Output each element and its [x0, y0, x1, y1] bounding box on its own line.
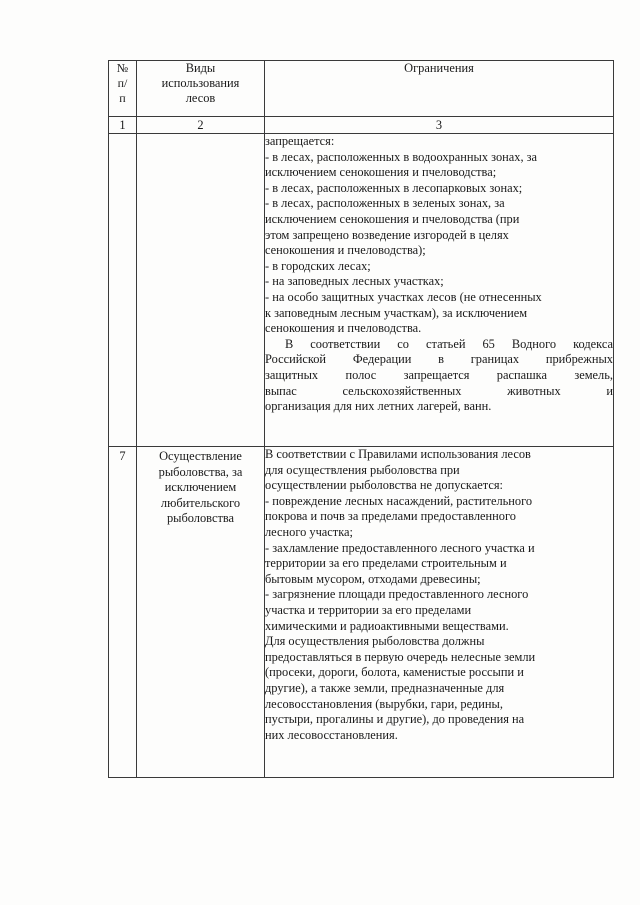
text-line: для осуществления рыболовства при [265, 462, 460, 477]
text-line: - захламление предоставленного лесного участка и [265, 540, 535, 555]
row-number-cell: 7 [109, 447, 137, 778]
text-line: - загрязнение площади предоставленного лесного [265, 587, 529, 602]
table-header-row [109, 61, 614, 117]
restrictions-table [108, 60, 614, 778]
header-number: № п/ п [109, 61, 137, 117]
row-kind-cell: Осуществление рыболовства, за исключением любительского рыболовства [137, 447, 265, 778]
text-line: организация для них летних лагерей, ванн. [265, 399, 492, 414]
text-line: сенокошения и пчеловодства); [265, 243, 426, 258]
text-line: бытовым мусором, отходами древесины; [265, 571, 481, 586]
row-kind-cell [137, 134, 265, 447]
text-line: - на заповедных лесных участках; [265, 274, 444, 289]
text-line: территории за его пределами строительным и [265, 556, 507, 571]
text-line: выпас сельскохозяйственных животных и [265, 383, 613, 398]
text-line: В соответствии с Правилами использования лесов [265, 447, 531, 461]
text-line: лесного участка; [265, 524, 353, 539]
text-line: Для осуществления рыболовства должны [265, 634, 485, 649]
text-line: покрова и почв за пределами предоставленного [265, 509, 516, 524]
table-row-7 [109, 447, 614, 778]
text-line: - в лесах, расположенных в лесопарковых зонах; [265, 180, 523, 195]
row-number-cell [109, 134, 137, 447]
text-line: В соответствии со статьей 65 Водного кодекса [285, 336, 613, 351]
text-line: Российской Федерации в границах прибрежных [265, 352, 613, 367]
text-line: - в городских лесах; [265, 258, 371, 273]
text-line: - на особо защитных участках лесов (не отнесенных [265, 289, 542, 304]
text-line: осуществлении рыболовства не допускается: [265, 478, 503, 493]
text-line: участка и территории за его пределами [265, 602, 472, 617]
text-line: - в лесах, расположенных в водоохранных зонах, за [265, 149, 538, 164]
table-row-continuation [109, 134, 614, 447]
text-line: этом запрещено возведение изгородей в целях [265, 227, 509, 242]
text-line: - в лесах, расположенных в зеленых зонах, за [265, 196, 505, 211]
text-line: защитных полос запрещается распашка земель, [265, 367, 613, 382]
text-line: предоставляться в первую очередь нелесные земли [265, 649, 536, 664]
column-number-1: 1 [109, 117, 137, 134]
restrictions-text [265, 134, 614, 447]
text-line: исключением сенокошения и пчеловодства; [265, 165, 497, 180]
text-line: химическими и радиоактивными веществами. [265, 618, 509, 633]
text-line: - повреждение лесных насаждений, растительного [265, 493, 533, 508]
column-numbers-row [109, 117, 614, 134]
text-line: другие), а также земли, предназначенные для [265, 680, 505, 695]
text-line: пустыри, прогалины и другие), до проведения на [265, 712, 525, 727]
text-line: (просеки, дороги, болота, каменистые россыпи и [265, 665, 524, 680]
text-line: к заповедным лесным участкам), за исключением [265, 305, 528, 320]
text-line: запрещается: [265, 134, 335, 148]
column-number-2: 2 [137, 117, 265, 134]
text-line: лесовосстановления (вырубки, гари, редины, [265, 696, 503, 711]
text-line: них лесовосстановления. [265, 727, 398, 742]
text-line: сенокошения и пчеловодства. [265, 321, 422, 336]
header-usage-kind: Виды использования лесов [137, 61, 265, 117]
text-line: исключением сенокошения и пчеловодства (при [265, 211, 520, 226]
column-number-3: 3 [265, 117, 614, 134]
header-restrictions: Ограничения [265, 61, 614, 117]
restrictions-text [265, 447, 614, 778]
